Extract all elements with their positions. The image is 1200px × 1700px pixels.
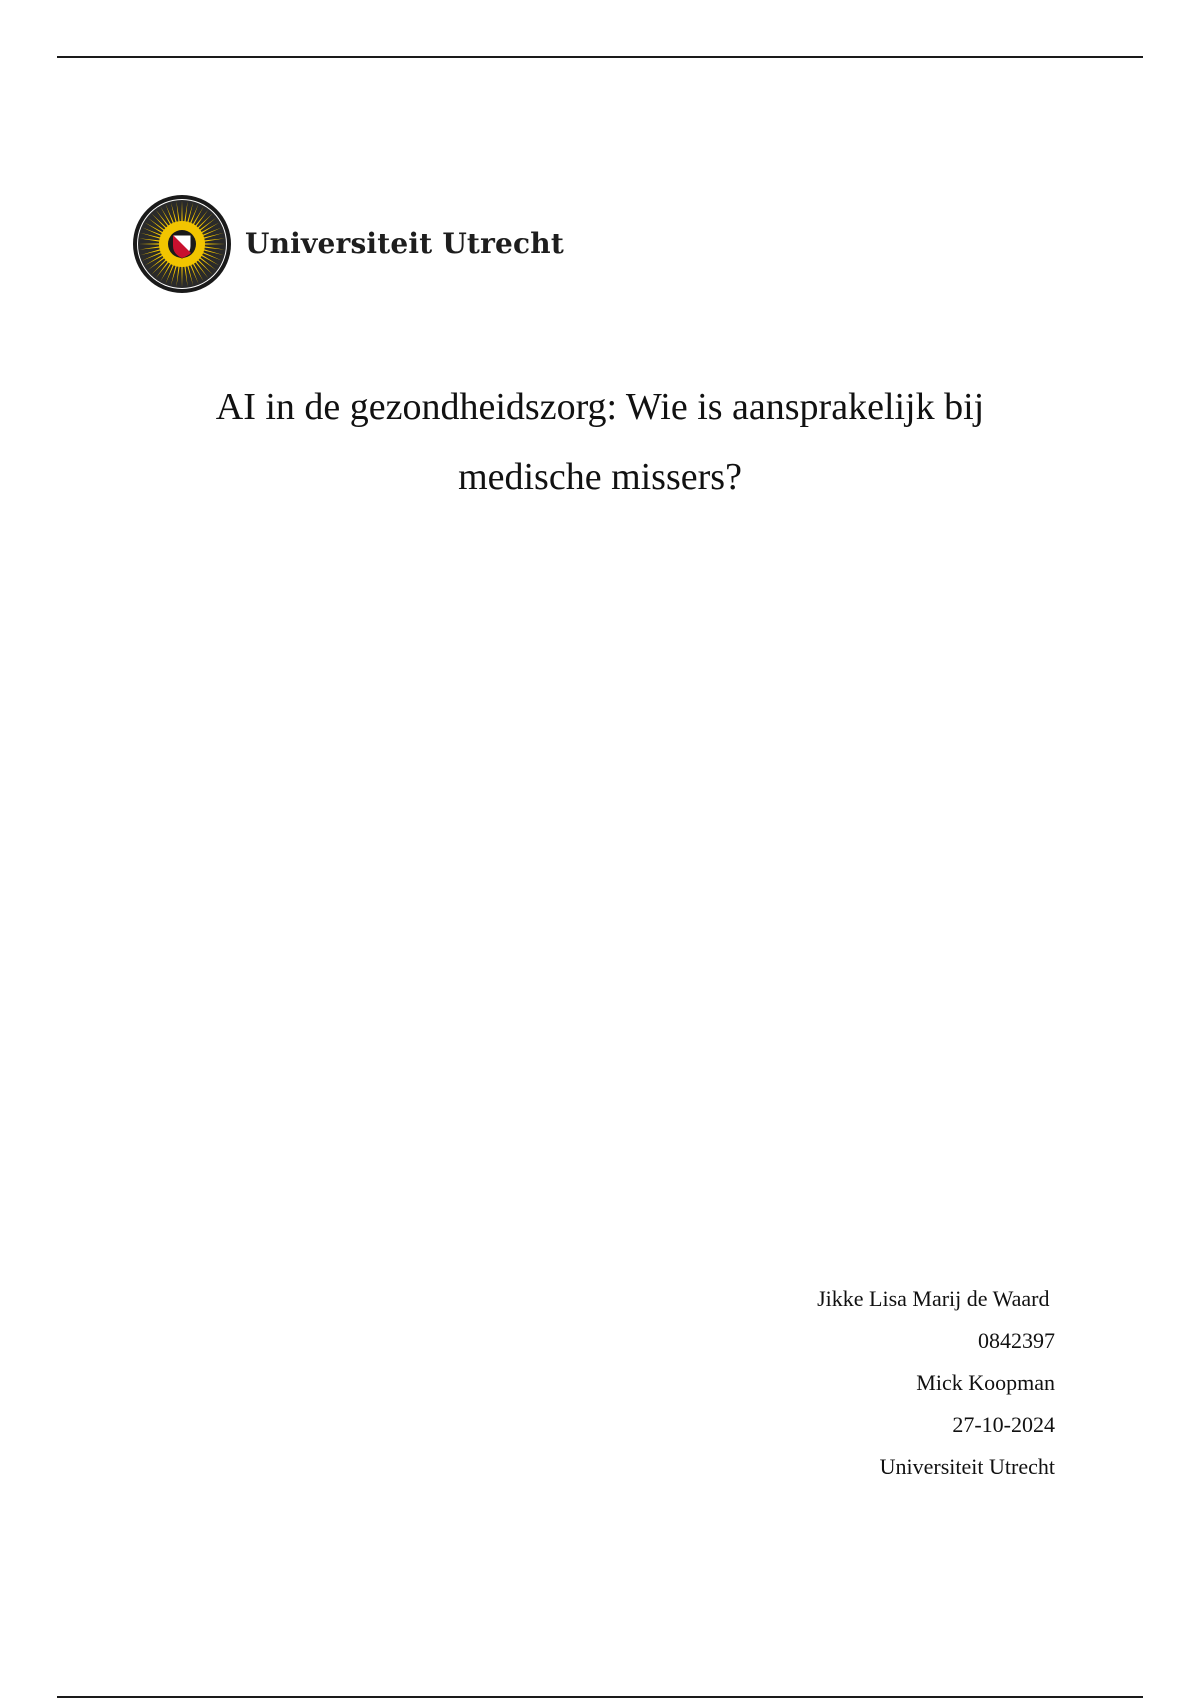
title-line: AI in de gezondheidszorg: Wie is aansprakelijk bij	[215, 386, 985, 428]
supervisor-name: Mick Koopman	[916, 1370, 1055, 1395]
logo-wordmark: Universiteit Utrecht	[245, 226, 564, 260]
title-line: medische missers?	[458, 456, 742, 498]
document-title	[100, 372, 1100, 512]
author-block	[655, 1278, 1055, 1488]
university-seal-icon	[132, 194, 232, 294]
student-number: 0842397	[978, 1328, 1055, 1353]
submission-date: 27-10-2024	[952, 1412, 1055, 1437]
author-name: Jikke Lisa Marij de Waard	[817, 1286, 1055, 1311]
institution-name: Universiteit Utrecht	[879, 1454, 1055, 1479]
footer-rule	[57, 1696, 1143, 1698]
university-logo	[132, 193, 564, 295]
header-rule	[57, 56, 1143, 58]
